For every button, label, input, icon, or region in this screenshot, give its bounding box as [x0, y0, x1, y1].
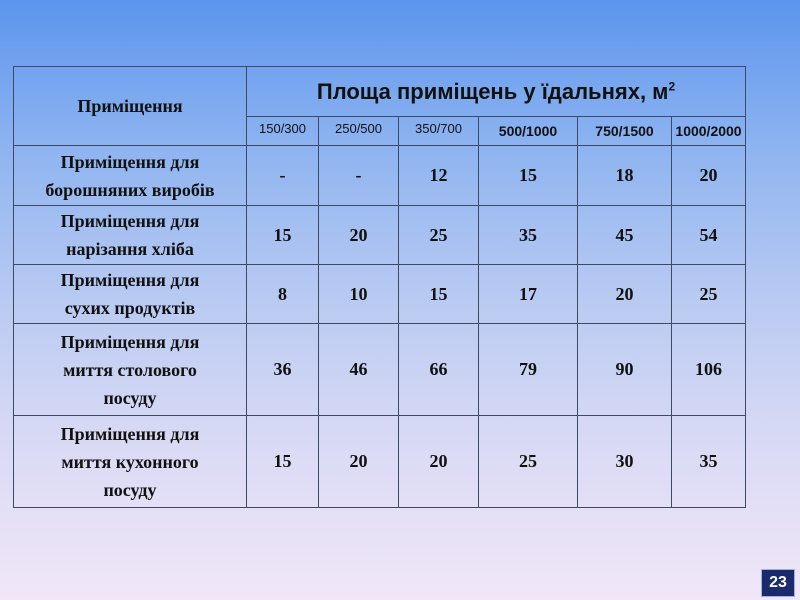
table-row: [14, 416, 746, 508]
table-cell: 10: [319, 265, 399, 324]
row-header: [14, 206, 247, 265]
header-row-main: [14, 67, 746, 117]
table-cell: 106: [672, 324, 746, 416]
table-cell: 90: [578, 324, 672, 416]
table-cell: 8: [247, 265, 319, 324]
row-header-line: Приміщення для: [60, 423, 200, 444]
row-header: [14, 146, 247, 206]
table-row: [14, 324, 746, 416]
row-header-line: нарізання хліба: [66, 239, 194, 259]
row-header-line: посуду: [103, 387, 157, 408]
table-cell: 35: [672, 416, 746, 508]
row-header-line: миття столового: [63, 359, 197, 380]
group-header-sup: 2: [668, 79, 676, 94]
table-row: [14, 206, 746, 265]
row-header: [14, 324, 247, 416]
table-cell: 20: [672, 146, 746, 206]
table-row: [14, 146, 746, 206]
table-cell: 35: [479, 206, 578, 265]
group-header-text: Площа приміщень у їдальнях, м: [316, 78, 669, 104]
column-header: 750/1500: [578, 117, 672, 146]
table-cell: 45: [578, 206, 672, 265]
room-area-table: [13, 66, 746, 508]
table-cell: 15: [399, 265, 479, 324]
table-cell: 25: [672, 265, 746, 324]
table-cell: 15: [247, 416, 319, 508]
row-header-line: борошняних виробів: [45, 179, 215, 200]
table-cell: 30: [578, 416, 672, 508]
table-cell: 20: [578, 265, 672, 324]
row-header-line: посуду: [103, 479, 157, 500]
table-cell: -: [319, 146, 399, 206]
table-cell: 18: [578, 146, 672, 206]
table-cell: 36: [247, 324, 319, 416]
table-cell: 66: [399, 324, 479, 416]
row-header-line: Приміщення для: [60, 331, 200, 352]
table-cell: 25: [479, 416, 578, 508]
table-cell: 15: [479, 146, 578, 206]
column-header: 250/500: [319, 117, 399, 146]
column-header: 350/700: [399, 117, 479, 146]
corner-header: Приміщення: [14, 67, 247, 146]
table-row: [14, 265, 746, 324]
table-cell: 12: [399, 146, 479, 206]
table-cell: 25: [399, 206, 479, 265]
table-cell: 20: [319, 206, 399, 265]
row-header-line: Приміщення для: [60, 211, 200, 231]
column-header: 150/300: [247, 117, 319, 146]
row-header: [14, 416, 247, 508]
table-cell: 54: [672, 206, 746, 265]
row-header-line: Приміщення для: [60, 270, 200, 290]
column-header: 1000/2000: [672, 117, 746, 146]
row-header: [14, 265, 247, 324]
row-header-line: сухих продуктів: [64, 298, 196, 318]
table-cell: 79: [479, 324, 578, 416]
table-cell: -: [247, 146, 319, 206]
slide-number: 23: [761, 569, 795, 597]
table-cell: 46: [319, 324, 399, 416]
table-cell: 20: [399, 416, 479, 508]
row-header-line: Приміщення для: [60, 151, 200, 172]
row-header-line: миття кухонного: [61, 451, 199, 472]
group-header: [247, 67, 746, 117]
table-cell: 20: [319, 416, 399, 508]
table-cell: 17: [479, 265, 578, 324]
column-header: 500/1000: [479, 117, 578, 146]
table-cell: 15: [247, 206, 319, 265]
